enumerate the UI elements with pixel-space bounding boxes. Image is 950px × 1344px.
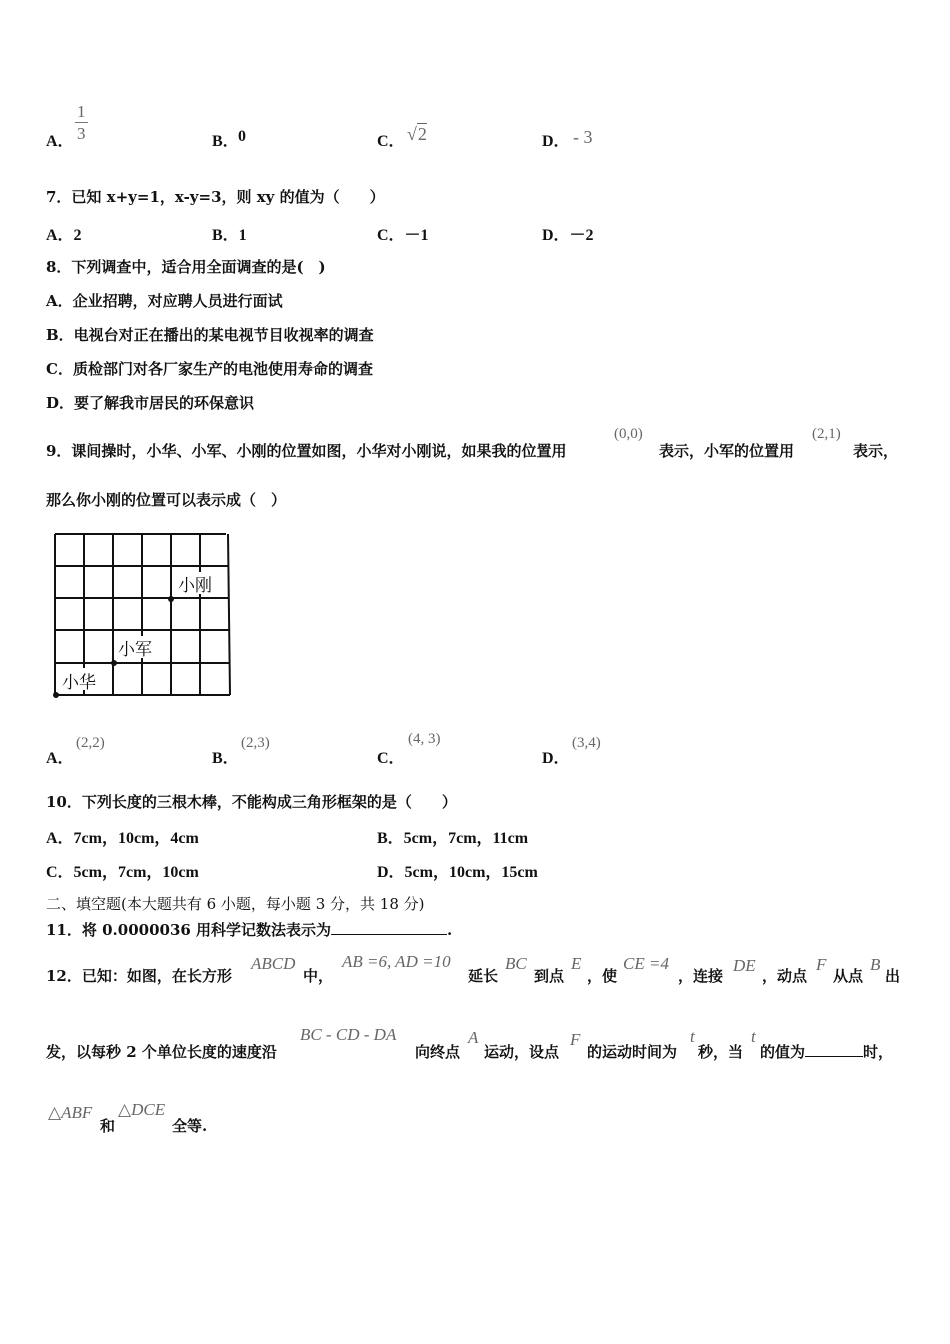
q9-stem-part2: 表示，小军的位置用: [659, 442, 795, 460]
point-xiaohua: [53, 692, 59, 698]
q12-answer-blank[interactable]: [805, 1056, 863, 1057]
q9-option-c-value: (4, 3): [408, 731, 441, 747]
q9-option-a-value: (2,2): [76, 735, 105, 751]
q8-option-b: B．电视台对正在播出的某电视节目收视率的调查: [46, 326, 374, 344]
q12-math-a: A: [468, 1028, 479, 1047]
q6-option-c-sqrt: √2: [407, 124, 427, 144]
q12-math-dce: △DCE: [118, 1100, 166, 1119]
q12-math-t2: t: [751, 1027, 756, 1046]
label-xiaojun: 小军: [118, 640, 152, 660]
q9-option-c-label: C．: [377, 750, 405, 767]
q8-option-c: C．质检部门对各厂家生产的电池使用寿命的调查: [46, 360, 373, 378]
q6-option-c-label: C．: [377, 133, 405, 150]
q10-option-a: A．7cm，10cm，4cm: [46, 830, 199, 847]
q12-l2f: 的值为: [760, 1043, 806, 1061]
q12-t5: ，使: [587, 967, 618, 985]
section2-heading: 二、填空题(本大题共有 6 小题，每小题 3 分，共 18 分): [46, 895, 425, 913]
q9-stem-part1: 9．课间操时，小华、小军、小刚的位置如图，小华对小刚说，如果我的位置用: [46, 442, 567, 460]
q12-math-b: B: [870, 955, 881, 974]
q11-period: .: [447, 921, 453, 939]
q12-math-abf: △ABF: [48, 1103, 93, 1122]
q6-option-a-fraction: [75, 102, 88, 145]
q9-option-d-value: (3,4): [572, 735, 601, 751]
q8-option-d: D．要了解我市居民的环保意识: [46, 394, 255, 412]
q12-l2f-group: [760, 1041, 893, 1062]
q7-option-b: B．1: [212, 227, 247, 244]
q10-option-d: D．5cm，10cm，15cm: [377, 864, 538, 881]
q12-t2: 中，: [303, 967, 334, 985]
q9-position-grid-figure: [48, 528, 234, 700]
q6-option-d-label: D．: [542, 133, 570, 150]
fraction-denominator: 3: [77, 124, 86, 143]
q12-t1: 12．已知：如图，在长方形: [46, 967, 232, 985]
q11-answer-blank[interactable]: [331, 934, 447, 935]
q7-option-d: D．－2: [542, 227, 594, 244]
q12-math-abcd: ABCD: [251, 954, 296, 973]
q12-l2c: 运动，设点: [484, 1043, 560, 1061]
q12-t9: 出: [885, 967, 901, 985]
q6-option-a-label: A．: [46, 133, 74, 150]
q9-stem-line2: 那么你小刚的位置可以表示成（ ）: [46, 491, 287, 509]
q6-option-b-value: 0: [238, 128, 246, 145]
q11-text: [46, 919, 452, 940]
q12-t4: 到点: [534, 967, 565, 985]
q7-option-a: A．2: [46, 227, 82, 244]
fraction-numerator: 1: [77, 102, 86, 121]
q12-math-ab-ad: AB =6, AD =10: [342, 952, 451, 971]
q12-l2g: 时，: [863, 1043, 894, 1061]
q12-math-t: t: [690, 1027, 695, 1046]
q12-l2b: 向终点: [415, 1043, 461, 1061]
q9-coord-hua: (0,0): [614, 426, 643, 442]
q12-math-path: BC - CD - DA: [300, 1025, 397, 1044]
label-xiaohua: 小华: [62, 673, 96, 693]
q12-l2d: 的运动时间为: [587, 1043, 678, 1061]
q12-t3: 延长: [468, 967, 499, 985]
q9-option-b-value: (2,3): [241, 735, 270, 751]
q7-option-c: C．－1: [377, 227, 429, 244]
q12-l2e: 秒，当: [698, 1043, 744, 1061]
q12-math-e: E: [571, 954, 582, 973]
q8-stem: 8．下列调查中，适合用全面调查的是( ): [46, 258, 326, 276]
q12-l3b: 全等.: [172, 1117, 208, 1135]
q12-t7: ，动点: [762, 967, 808, 985]
q8-option-a: A．企业招聘，对应聘人员进行面试: [46, 292, 283, 310]
q9-option-b-label: B．: [212, 750, 239, 767]
label-xiaogang: 小刚: [178, 576, 212, 596]
q10-stem: 10．下列长度的三根木棒，不能构成三角形框架的是（ ）: [46, 793, 457, 811]
sqrt-radicand: 2: [417, 124, 427, 144]
q12-math-f: F: [816, 955, 827, 974]
q9-option-a-label: A．: [46, 750, 74, 767]
q9-coord-jun: (2,1): [812, 426, 841, 442]
q12-t8: 从点: [833, 967, 864, 985]
q10-option-b: B．5cm，7cm，11cm: [377, 830, 529, 847]
point-xiaojun: [111, 660, 117, 666]
q12-l3a: 和: [100, 1117, 116, 1135]
q9-option-d-label: D．: [542, 750, 570, 767]
q6-option-d-value: - 3: [573, 127, 593, 147]
q12-l2a: 发，以每秒 2 个单位长度的速度沿: [46, 1043, 277, 1061]
q12-math-de: DE: [733, 956, 756, 975]
point-xiaogang: [168, 596, 174, 602]
q6-option-b-label: B．: [212, 133, 239, 150]
q10-option-c: C．5cm，7cm，10cm: [46, 864, 199, 881]
q9-stem-part3: 表示，: [853, 442, 899, 460]
q12-math-ce: CE =4: [623, 954, 669, 973]
q12-math-bc: BC: [505, 954, 527, 973]
q12-math-f2: F: [570, 1030, 581, 1049]
q12-t6: ，连接: [678, 967, 724, 985]
q7-stem: 7．已知 x+y=1，x-y=3，则 xy 的值为（ ）: [46, 188, 385, 206]
q11-stem: 11．将 0.0000036 用科学记数法表示为: [46, 921, 332, 939]
